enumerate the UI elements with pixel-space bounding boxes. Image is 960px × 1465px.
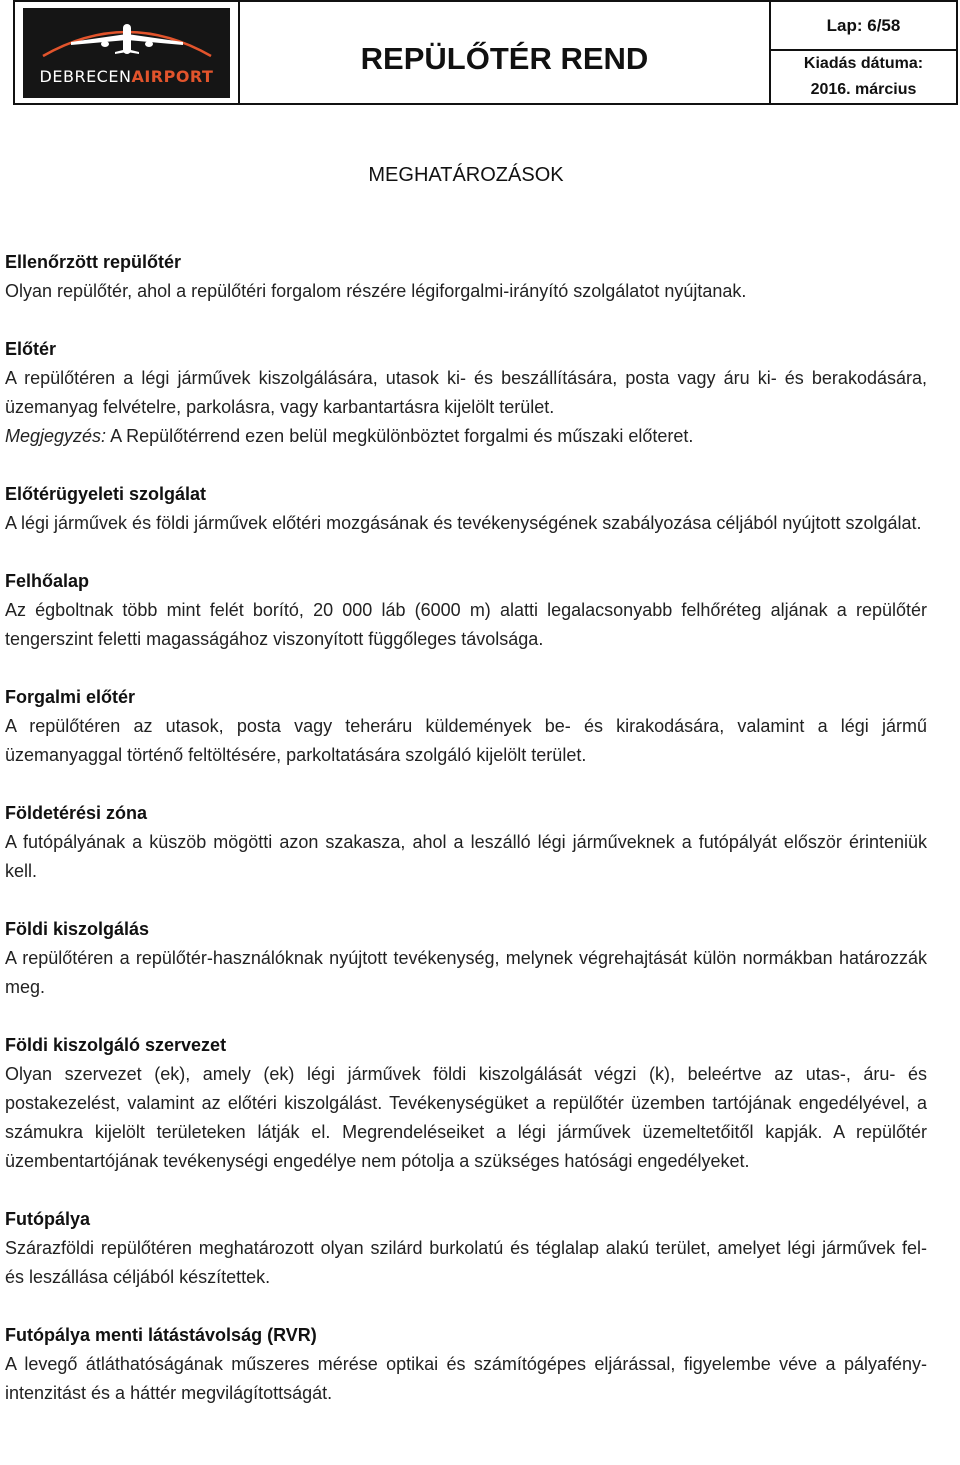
definition-entry (5, 799, 927, 886)
definition-text: Olyan repülőtér, ahol a repülőtéri forgalom részére légiforgalmi-irányító szolgálatot nyújtanak. (5, 281, 747, 301)
definition-entry (5, 683, 927, 770)
definition-note (5, 422, 927, 451)
definition-entry (5, 480, 927, 538)
definition-term: Forgalmi előtér (5, 687, 136, 707)
meta-cell (771, 2, 956, 103)
issue-date: 2016. március (810, 81, 917, 98)
note-text: A Repülőtérrend ezen belül megkülönböztet forgalmi és műszaki előteret. (106, 426, 694, 446)
definition-text: A légi járművek és földi járművek előtéri mozgásának és tevékenységének szabályozása céljából nyújtott szolgálat. (5, 513, 922, 533)
section-heading: MEGHATÁROZÁSOK (368, 164, 564, 186)
issue-date-label: Kiadás dátuma: (803, 55, 924, 72)
definition-term: Előtér (5, 339, 57, 359)
definition-term: Előtérügyeleti szolgálat (5, 484, 207, 504)
page-number: Lap: 6/58 (771, 2, 956, 51)
definition-text: Szárazföldi repülőtéren meghatározott olyan szilárd burkolatú és téglalap alakú terület, amelyet légi járművek fel- és leszállása céljából készítettek. (5, 1238, 927, 1287)
definition-text: A repülőtéren a légi járművek kiszolgálására, utasok ki- és beszállítására, posta vagy áru ki- és berakodására, üzemanyag felvételre, parkolásra, vagy karbantartásra kijelölt terület. (5, 368, 927, 417)
issue-info (771, 51, 956, 103)
definition-entry (5, 1321, 927, 1408)
definition-text: Olyan szervezet (ek), amely (ek) légi járművek földi kiszolgálását végzi (k), beleértve az utas-, áru- és postakezelést, valamint az előtéri kiszolgálást. Tevékenységüket a repülőtér üzemben tartójának engedélyével, a számukra kijelölt területeken látják el. Megrendeléseiket a légi járművek üzemeltetőitől kapják. A repülőtér üzembentartójának tevékenységi engedélye nem pótolja a szükséges hatósági engedélyeket. (5, 1064, 927, 1171)
definition-term: Ellenőrzött repülőtér (5, 252, 182, 272)
definition-term: Futópálya menti látástávolság (RVR) (5, 1325, 317, 1345)
definition-text: A futópályának a küszöb mögötti azon szakasza, ahol a leszálló légi járműveknek a futópályát először érinteniük kell. (5, 832, 927, 881)
definition-term: Földi kiszolgáló szervezet (5, 1035, 227, 1055)
definition-entry (5, 248, 927, 306)
definition-text: A levegő átláthatóságának műszeres mérése optikai és számítógépes eljárással, figyelembe véve a pályafény-intenzitást és a háttér megvilágítottságát. (5, 1354, 927, 1403)
definition-entry (5, 1205, 927, 1292)
note-label: Megjegyzés: (5, 426, 107, 446)
definition-text: A repülőtéren az utasok, posta vagy teheráru küldemények be- és kirakodására, valamint a légi jármű üzemanyaggal történő feltöltésére, parkoltatására szolgáló kijelölt terület. (5, 716, 927, 765)
definition-term: Futópálya (5, 1209, 91, 1229)
logo-wordmark: DEBRECENAIRPORT (39, 66, 214, 86)
definition-text: A repülőtéren a repülőtér-használóknak nyújtott tevékenység, melynek végrehajtását külön normákban határozzák meg. (5, 948, 927, 997)
definition-term: Felhőalap (5, 571, 90, 591)
definition-entry (5, 1031, 927, 1176)
definitions-list (5, 248, 927, 1437)
definition-entry (5, 915, 927, 1002)
definition-entry (5, 567, 927, 654)
definition-term: Földetérési zóna (5, 803, 148, 823)
definition-entry (5, 335, 927, 451)
definition-text: Az égboltnak több mint felét borító, 20 000 láb (6000 m) alatti legalacsonyabb felhőréteg aljának a repülőtér tengerszint feletti magasságához viszonyított függőleges távolsága. (5, 600, 927, 649)
title-cell (240, 2, 771, 103)
debrecen-airport-logo (23, 8, 230, 98)
logo-cell (15, 2, 240, 103)
document-title: REPÜLŐTÉR REND (360, 40, 649, 76)
definition-term: Földi kiszolgálás (5, 919, 150, 939)
document-header (13, 0, 958, 105)
